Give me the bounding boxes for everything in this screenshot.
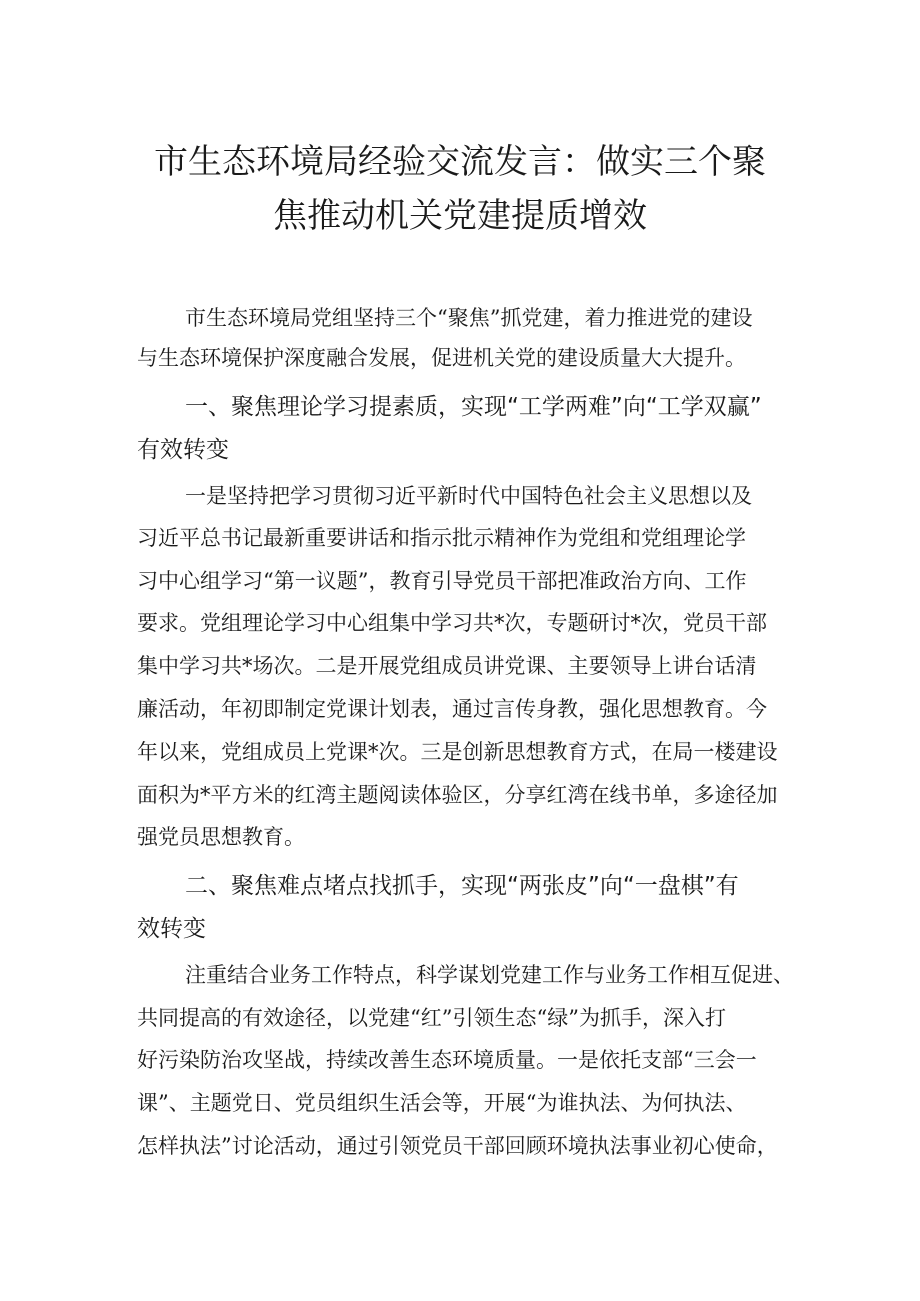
section-2-heading-line-2: 效转变 <box>137 916 206 942</box>
document-title-line-2: 焦推动机关党建提质增效 <box>273 196 647 236</box>
section-1-body-line: 强党员思想教育。 <box>137 825 305 849</box>
section-1-heading-line-2: 有效转变 <box>137 437 229 463</box>
section-1-heading-line-1: 一、聚焦理论学习提素质，实现“工学两难”向“工学双赢” <box>185 394 762 420</box>
document-title-line-1: 市生态环境局经验交流发言：做实三个聚 <box>154 142 766 182</box>
section-2-body-line: 注重结合业务工作特点，科学谋划党建工作与业务工作相互促进、 <box>185 963 794 987</box>
intro-paragraph-line-2: 与生态环境保护深度融合发展，促进机关党的建设质量大大提升。 <box>137 346 746 370</box>
section-1-body-line: 面积为*平方米的红湾主题阅读体验区，分享红湾在线书单，多途径加 <box>137 783 778 807</box>
section-2-heading-line-1: 二、聚焦难点堵点找抓手，实现“两张皮”向“一盘棋”有 <box>185 873 739 899</box>
intro-paragraph-line-1: 市生态环境局党组坚持三个“聚焦”抓党建，着力推进党的建设 <box>185 306 753 330</box>
section-2-body-line: 怎样执法”讨论活动，通过引领党员干部回顾环境执法事业初心使命， <box>137 1134 778 1158</box>
section-2-body-line: 好污染防治攻坚战，持续改善生态环境质量。一是依托支部“三会一 <box>137 1048 757 1072</box>
section-1-body-line: 年以来，党组成员上党课*次。三是创新思想教育方式，在局一楼建设 <box>137 740 778 764</box>
section-2-body-line: 共同提高的有效途径，以党建“红”引领生态“绿”为抓手，深入打 <box>137 1006 726 1030</box>
section-1-body-line: 习近平总书记最新重要讲话和指示批示精神作为党组和党组理论学 <box>137 526 746 550</box>
section-1-body-line: 要求。党组理论学习中心组集中学习共*次，专题研讨*次，党员干部 <box>137 611 767 635</box>
section-1-body-line: 集中学习共*场次。二是开展党组成员讲党课、主要领导上讲台话清 <box>137 654 757 678</box>
section-1-body-line: 习中心组学习“第一议题”，教育引导党员干部把准政治方向、工作 <box>137 569 747 593</box>
section-1-body-line: 廉活动，年初即制定党课计划表，通过言传身教，强化思想教育。今 <box>137 697 767 721</box>
section-1-body-line: 一是坚持把学习贯彻习近平新时代中国特色社会主义思想以及 <box>185 484 752 508</box>
section-2-body-line: 课”、主题党日、党员组织生活会等，开展“为谁执法、为何执法、 <box>137 1091 747 1115</box>
